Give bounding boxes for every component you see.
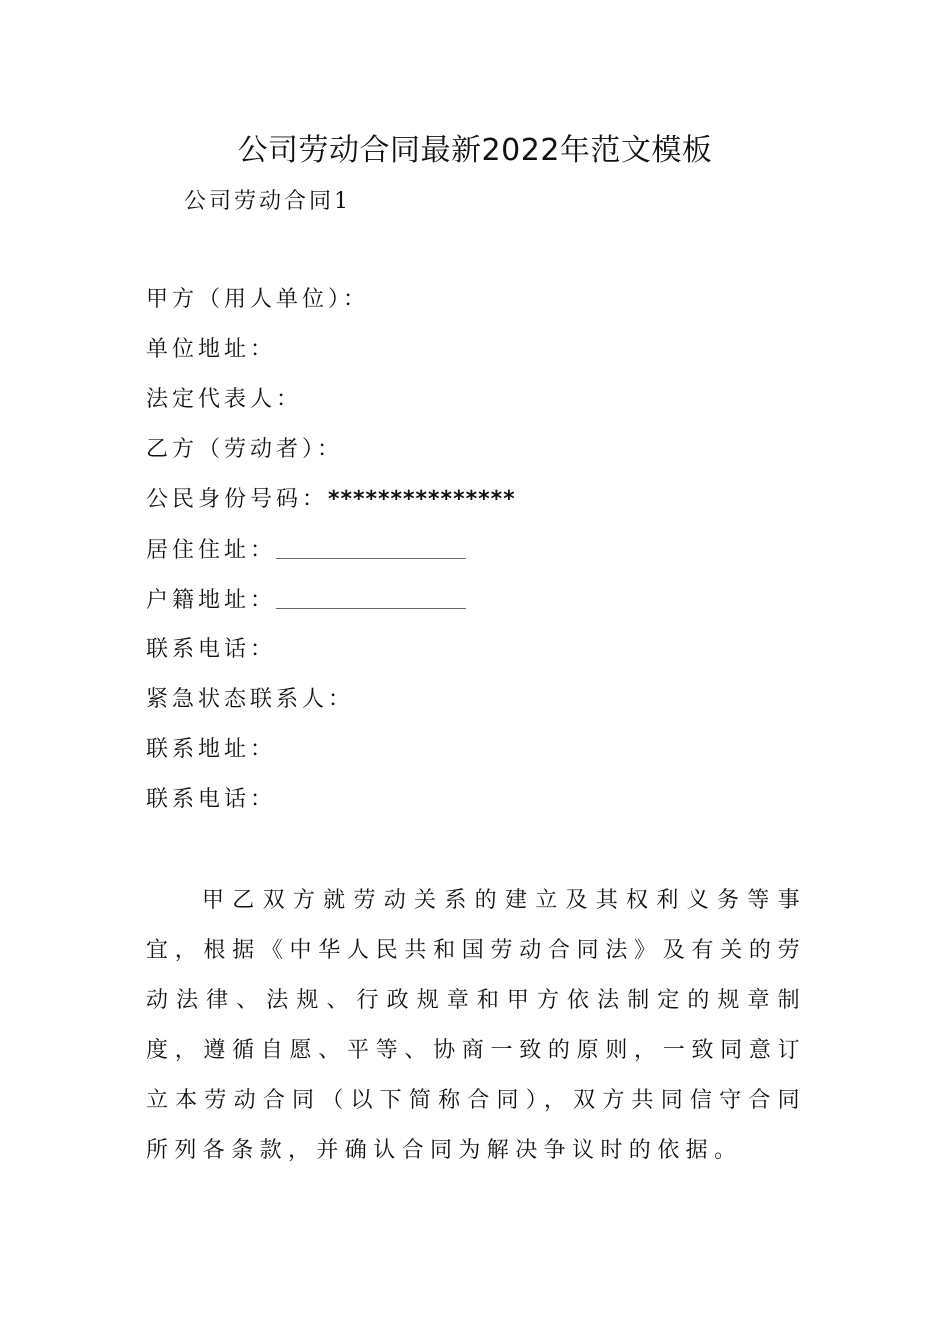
field-label: 公民身份号码： — [146, 487, 329, 512]
field-employer-address — [146, 332, 516, 382]
field-household-address — [146, 582, 516, 632]
id-number-value: *************** — [328, 487, 516, 512]
blank-underline — [276, 532, 466, 559]
field-emergency-contact — [146, 682, 516, 732]
field-phone — [146, 632, 516, 682]
field-legal-representative — [146, 382, 516, 432]
contract-preamble-paragraph: 甲乙双方就劳动关系的建立及其权利义务等事宜，根据《中华人民共和国劳动合同法》及有关的劳动法律、法规、行政规章和甲方依法制定的规章制度，遵循自愿、平等、协商一致的原则，一致同意订立本劳动合同（以下简称合同），双方共同信守合同所列各条款，并确认合同为解决争议时的依据。 — [146, 888, 806, 1163]
field-label: 联系电话： — [146, 787, 277, 812]
field-employee — [146, 432, 516, 482]
field-label: 甲方（用人单位）： — [146, 287, 370, 312]
field-label: 联系地址： — [146, 737, 277, 762]
field-label: 乙方（劳动者）： — [146, 437, 344, 462]
field-label: 法定代表人： — [146, 387, 303, 412]
field-residential-address — [146, 532, 516, 582]
field-id-number — [146, 482, 516, 532]
contract-party-fields — [146, 282, 516, 832]
document-title: 公司劳动合同最新2022年范文模板 — [237, 133, 713, 168]
field-contact-address — [146, 732, 516, 782]
field-label: 户籍地址： — [146, 588, 277, 613]
field-label: 紧急状态联系人： — [146, 687, 355, 712]
document-subtitle: 公司劳动合同1 — [184, 189, 351, 214]
field-label: 单位地址： — [146, 337, 277, 362]
field-label: 联系电话： — [146, 637, 277, 662]
field-contact-phone — [146, 782, 516, 832]
field-employer — [146, 282, 516, 332]
field-label: 居住住址： — [146, 538, 277, 563]
blank-underline — [276, 582, 466, 609]
